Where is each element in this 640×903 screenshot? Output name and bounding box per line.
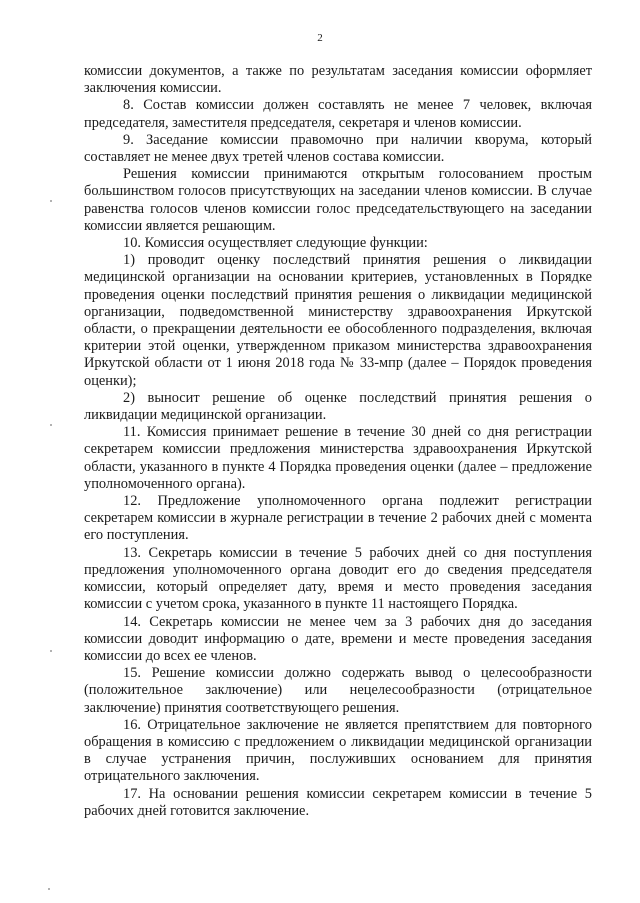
paragraph-item-16: 16. Отрицательное заключение не является препятствием для повторного обращения в комиссию с предложением о ликвидации медицинской организации в случае устранения причин, послуживших основанием для принятия отрицательного заключения.: [84, 716, 592, 785]
scan-speck: [50, 200, 52, 202]
document-body: [84, 63, 592, 820]
scan-speck: [50, 424, 52, 426]
paragraph-item-10: 10. Комиссия осуществляет следующие функции:: [123, 235, 428, 252]
paragraph-intro-continuation: комиссии документов, а также по результатам заседания комиссии оформляет заключения комиссии.: [84, 63, 592, 97]
paragraph-item-8: 8. Состав комиссии должен составлять не менее 7 человек, включая председателя, заместителя председателя, секретаря и членов комиссии.: [84, 97, 592, 131]
page-number: 2: [317, 32, 323, 44]
paragraph-voting-rules: Решения комиссии принимаются открытым голосованием простым большинством голосов присутствующих на заседании членов комиссии. В случае равенства голосов членов комиссии голос председательствующего на заседании комиссии является решающим.: [84, 166, 592, 234]
scan-speck: [50, 650, 52, 652]
paragraph-item-10-2: 2) выносит решение об оценке последствий принятия решения о ликвидации медицинской организации.: [84, 389, 592, 424]
paragraph-item-10-1: 1) проводит оценку последствий принятия решения о ликвидации медицинской организации на основании критериев, установленных в Порядке проведения оценки последствий принятия решения о ликвидации медицинской организации, подведомственной министерству здравоохранения Иркутской области, о прекращении деятельности ее обособленного подразделения, включая критерии этой оценки, утвержденном приказом министерства здравоохранения Иркутской области от 1 июня 2018 года № 33-мпр (далее – Порядок проведения оценки);: [84, 252, 592, 389]
paragraph-item-15: 15. Решение комиссии должно содержать вывод о целесообразности (положительное заключение) или нецелесообразности (отрицательное заключение) принятия соответствующего решения.: [84, 665, 592, 716]
scan-speck: [48, 888, 50, 890]
paragraph-item-14: 14. Секретарь комиссии не менее чем за 3 рабочих дня до заседания комиссии доводит информацию о дате, времени и месте проведения заседания комиссии до всех ее членов.: [84, 613, 592, 664]
paragraph-item-17: 17. На основании решения комиссии секретарем комиссии в течение 5 рабочих дней готовится заключение.: [84, 785, 592, 819]
paragraph-item-9: 9. Заседание комиссии правомочно при наличии кворума, который составляет не менее двух третей членов состава комиссии.: [84, 131, 592, 166]
paragraph-item-12: 12. Предложение уполномоченного органа подлежит регистрации секретарем комиссии в журнале регистрации в течение 2 рабочих дней с момента его поступления.: [84, 493, 592, 544]
paragraph-item-13: 13. Секретарь комиссии в течение 5 рабочих дней со дня поступления предложения уполномоченного органа доводит его до сведения председателя комиссии, который определяет дату, время и место проведения заседания комиссии с учетом срока, указанного в пункте 11 настоящего Порядка.: [84, 544, 592, 613]
paragraph-item-11: 11. Комиссия принимает решение в течение 30 дней со дня регистрации секретарем комиссии предложения министерства здравоохранения Иркутской области, указанного в пункте 4 Порядка проведения оценки (далее – предложение уполномоченного органа).: [84, 424, 592, 492]
